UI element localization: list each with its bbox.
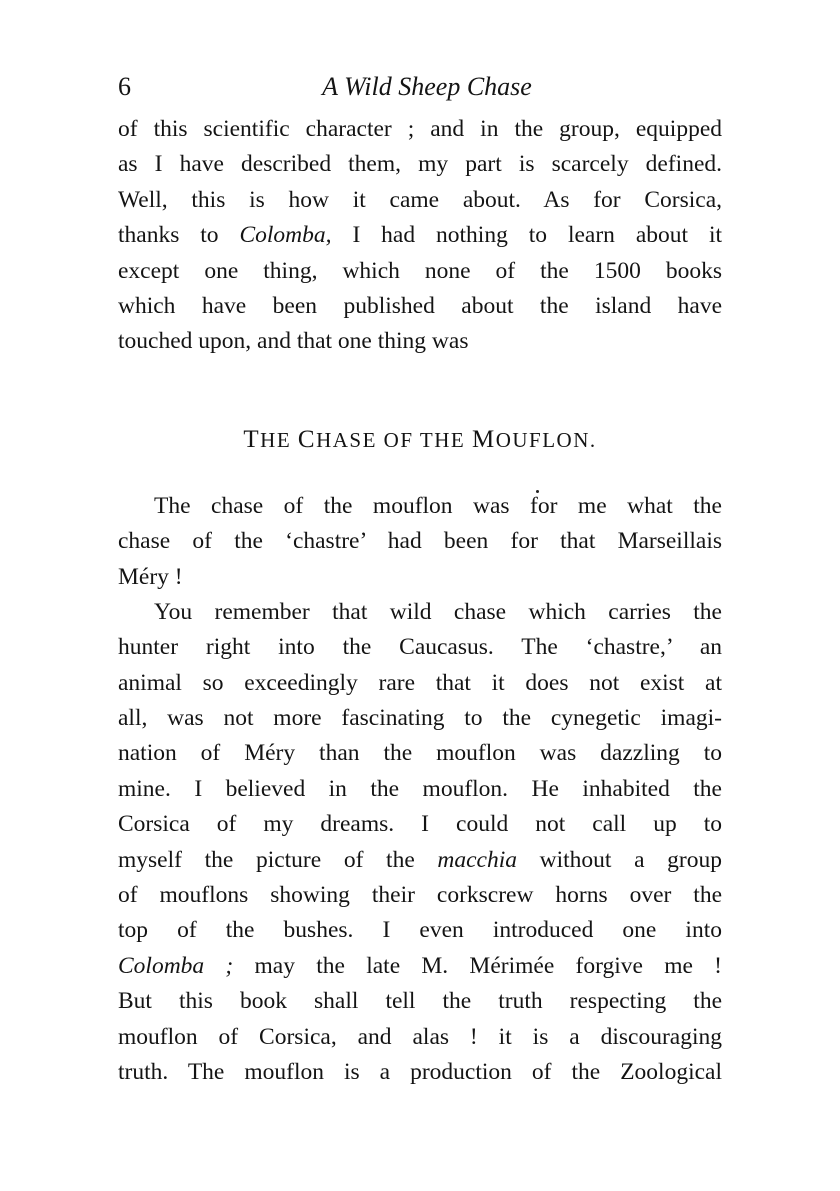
text-fragment: I had nothing to learn about it <box>331 222 723 249</box>
page-header <box>118 66 722 112</box>
heading-cap: T <box>243 425 261 453</box>
print-speck <box>536 490 539 493</box>
paragraph-2 <box>118 489 722 595</box>
text-line: Well, this is how it came about. As for Corsica, <box>118 186 722 213</box>
text-fragment: without a group <box>517 846 722 873</box>
heading-cap: M <box>471 425 496 453</box>
text-fragment: may the late M. Mérimée forgive me ! <box>233 952 722 979</box>
text-line: top of the bushes. I even introduced one into <box>118 917 722 944</box>
text-line: The chase of the mouflon was for me what the <box>154 492 722 519</box>
text-line: mouflon of Corsica, and alas ! it is a discouraging <box>118 1023 722 1050</box>
text-fragment: myself the picture of the <box>118 846 438 873</box>
text-line: animal so exceedingly rare that it does not exist at <box>118 669 722 696</box>
text-line: which have been published about the island have <box>118 292 722 319</box>
text-line: as I have described them, my part is scarcely defined. <box>118 151 722 178</box>
heading-text: OUFLON. <box>495 427 597 452</box>
text-line: mine. I believed in the mouflon. He inhabited the <box>118 775 722 802</box>
text-line: except one thing, which none of the 1500 books <box>118 257 722 284</box>
text-line: Corsica of my dreams. I could not call up to <box>118 811 722 838</box>
text-line <box>118 843 722 878</box>
paragraph-3 <box>118 595 722 1090</box>
section-heading <box>118 424 722 456</box>
paragraph-1 <box>118 112 722 360</box>
text-line: touched upon, and that one thing was <box>118 328 469 355</box>
text-line: of mouflons showing their corkscrew horns over the <box>118 882 722 909</box>
running-title: A Wild Sheep Chase <box>322 72 532 101</box>
text-line <box>118 218 722 253</box>
text-line: Méry ! <box>118 563 183 590</box>
text-fragment: thanks to <box>118 222 240 249</box>
text-line <box>118 949 722 984</box>
text-line: You remember that wild chase which carries the <box>154 598 722 625</box>
text-line: nation of Méry than the mouflon was dazzling to <box>118 740 722 767</box>
italic-title: Colomba, <box>239 222 332 249</box>
italic-title: Colomba ; <box>118 952 234 979</box>
text-line: truth. The mouflon is a production of the Zoological <box>118 1058 722 1085</box>
text-line: of this scientific character ; and in the group, equipped <box>118 116 722 142</box>
text-line: But this book shall tell the truth respecting the <box>118 988 722 1015</box>
book-page <box>118 66 722 1090</box>
text-line: all, was not more fascinating to the cynegetic imagi- <box>118 705 722 732</box>
italic-word: macchia <box>437 846 518 873</box>
text-line: hunter right into the Caucasus. The ‘chastre,’ an <box>118 634 722 661</box>
heading-text: HE <box>260 427 298 452</box>
heading-text: HASE OF THE <box>316 427 472 452</box>
text-line: chase of the ‘chastre’ had been for that Marseillais <box>118 528 722 555</box>
heading-cap: C <box>297 425 317 453</box>
page-number: 6 <box>118 72 131 101</box>
